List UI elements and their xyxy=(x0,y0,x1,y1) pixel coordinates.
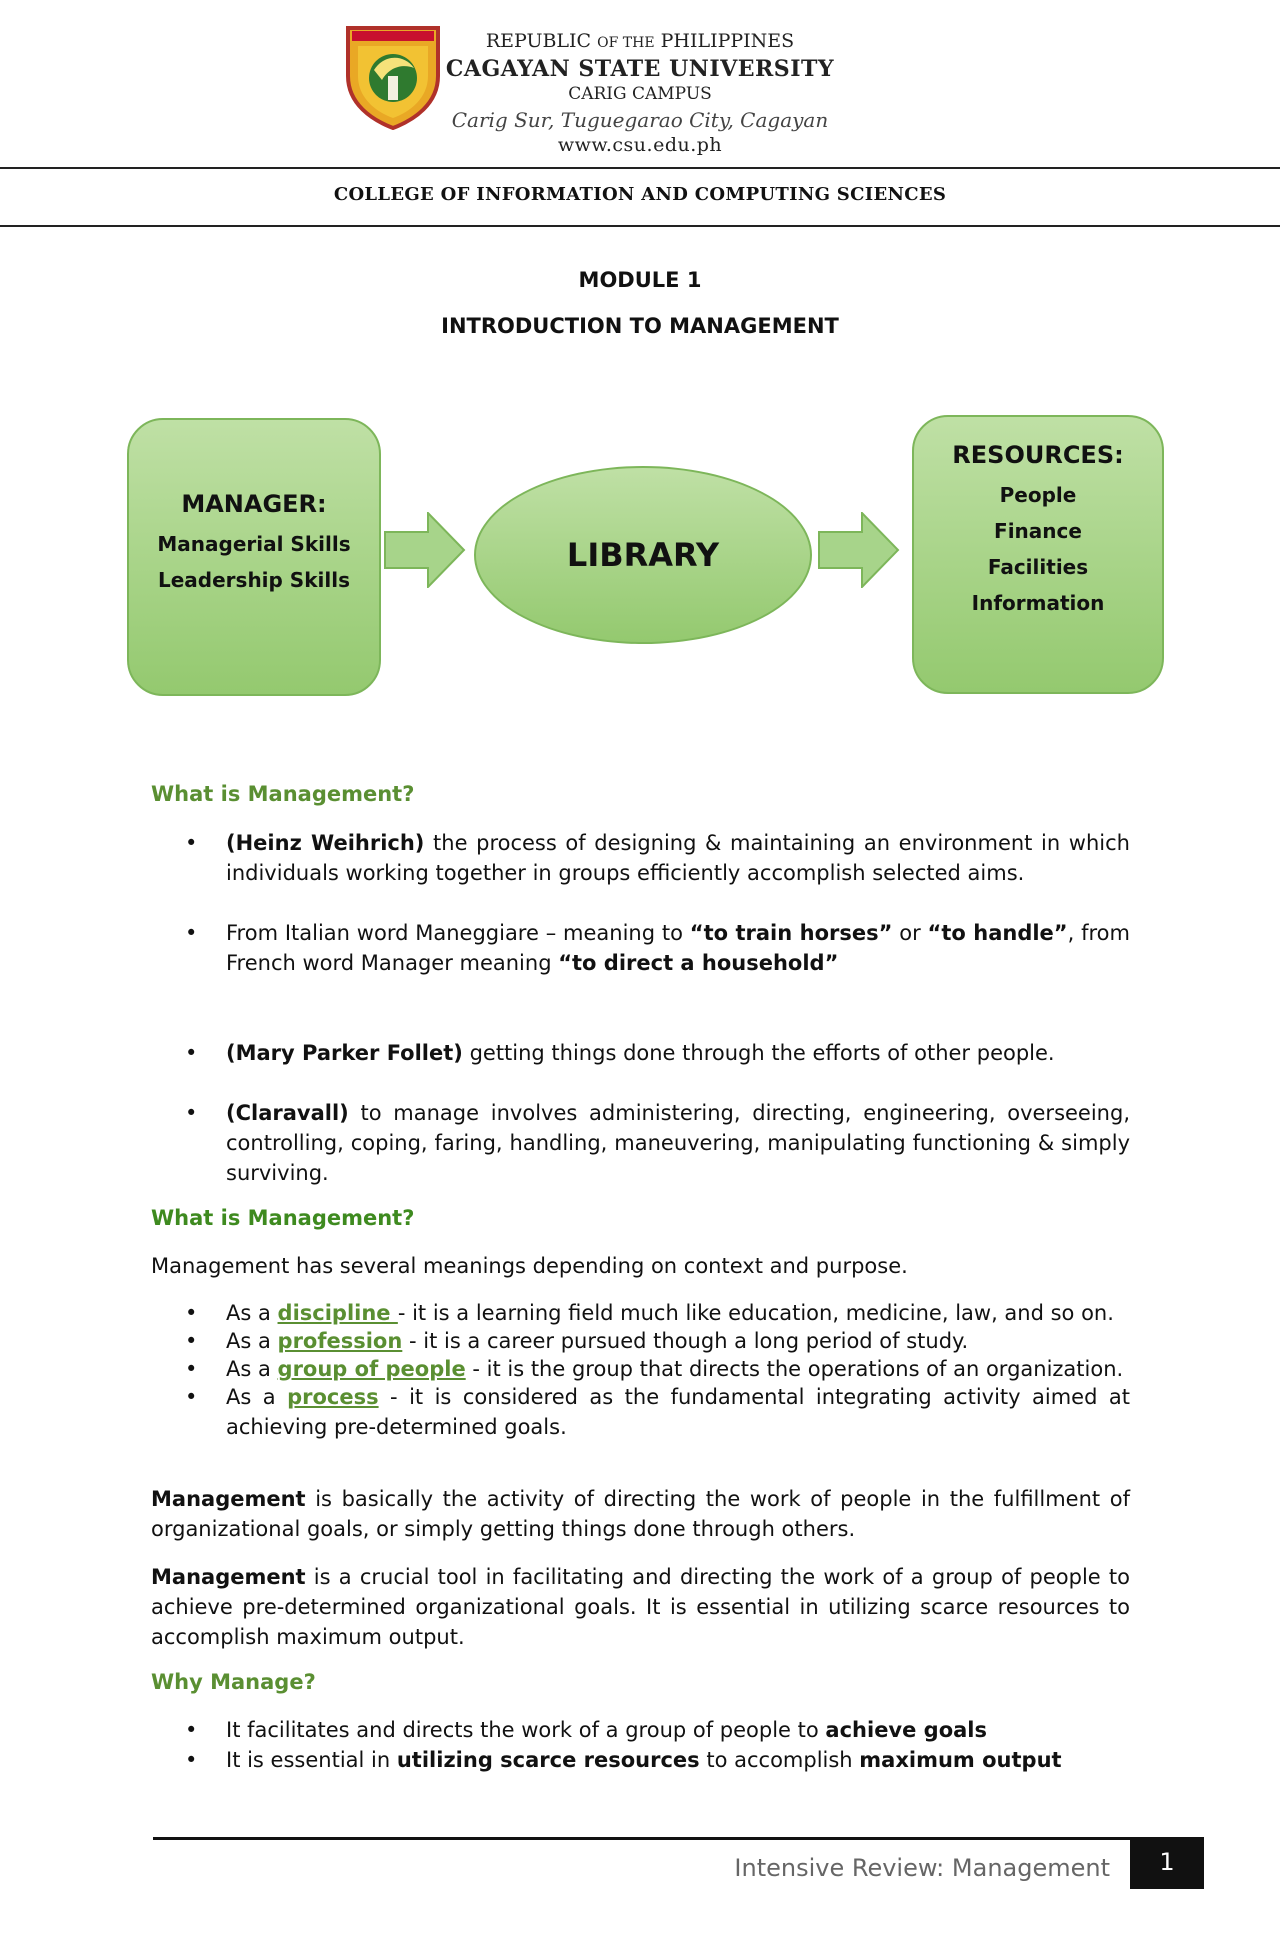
section-heading: What is Management? xyxy=(151,782,415,806)
discipline-link[interactable]: discipline xyxy=(277,1301,398,1325)
resources-item: Facilities xyxy=(987,555,1089,579)
process-link[interactable]: process xyxy=(287,1385,379,1409)
resources-item: Finance xyxy=(994,519,1082,543)
footer-divider xyxy=(153,1837,1198,1840)
right-arrow-icon xyxy=(818,512,900,588)
bullet-dot-icon: • xyxy=(185,921,198,945)
page-number: 1 xyxy=(1130,1837,1204,1889)
management-paragraph: Management is a crucial tool in facilitating and directing the work of a group of people to achieve pre-determined organizational goals. It is essential in utilizing scarce resources to accomplish maximum output. xyxy=(151,1565,1130,1649)
bullet-dot-icon: • xyxy=(185,1718,198,1742)
bullet-dot-icon: • xyxy=(185,1101,198,1125)
resources-box xyxy=(912,415,1164,694)
management-paragraph: Management is basically the activity of directing the work of people in the fulfillment of organizational goals, or simply getting things done through others. xyxy=(151,1487,1130,1541)
manager-item: Leadership Skills xyxy=(157,568,350,592)
republic-line: REPUBLIC OF THE PHILIPPINES xyxy=(485,30,795,52)
module-number: MODULE 1 xyxy=(578,268,702,292)
header-divider-top xyxy=(0,167,1280,169)
university-website: www.csu.edu.ph xyxy=(557,134,723,156)
bullet-dot-icon: • xyxy=(185,1357,198,1381)
resources-item: Information xyxy=(971,591,1105,615)
manager-box xyxy=(127,418,381,696)
campus-name: CARIG CAMPUS xyxy=(568,84,712,104)
header-divider-bottom xyxy=(0,225,1280,227)
section-intro: Management has several meanings depending on context and purpose. xyxy=(151,1254,908,1278)
college-name: COLLEGE OF INFORMATION AND COMPUTING SCIENCES xyxy=(333,184,947,205)
group-of-people-link[interactable]: group of people xyxy=(277,1357,466,1381)
profession-link[interactable]: profession xyxy=(277,1329,403,1353)
university-name: CAGAYAN STATE UNIVERSITY xyxy=(445,56,835,82)
manager-item: Managerial Skills xyxy=(157,532,351,556)
right-arrow-icon xyxy=(384,512,466,588)
campus-address: Carig Sur, Tuguegarao City, Cagayan xyxy=(451,108,829,132)
section-heading: Why Manage? xyxy=(151,1670,316,1694)
bullet-dot-icon: • xyxy=(185,1329,198,1353)
footer-title: Intensive Review: Management xyxy=(734,1854,1110,1882)
bullet-dot-icon: • xyxy=(185,1301,198,1325)
module-title: INTRODUCTION TO MANAGEMENT xyxy=(441,314,839,338)
bullet-dot-icon: • xyxy=(185,1385,198,1409)
bullet-dot-icon: • xyxy=(185,1748,198,1772)
resources-item: People xyxy=(999,483,1077,507)
library-center: LIBRARY xyxy=(474,466,812,644)
section-heading: What is Management? xyxy=(151,1206,415,1230)
bullet-dot-icon: • xyxy=(185,831,198,855)
resources-title: RESOURCES: xyxy=(952,441,1124,469)
manager-title: MANAGER: xyxy=(181,490,327,518)
bullet-dot-icon: • xyxy=(185,1041,198,1065)
